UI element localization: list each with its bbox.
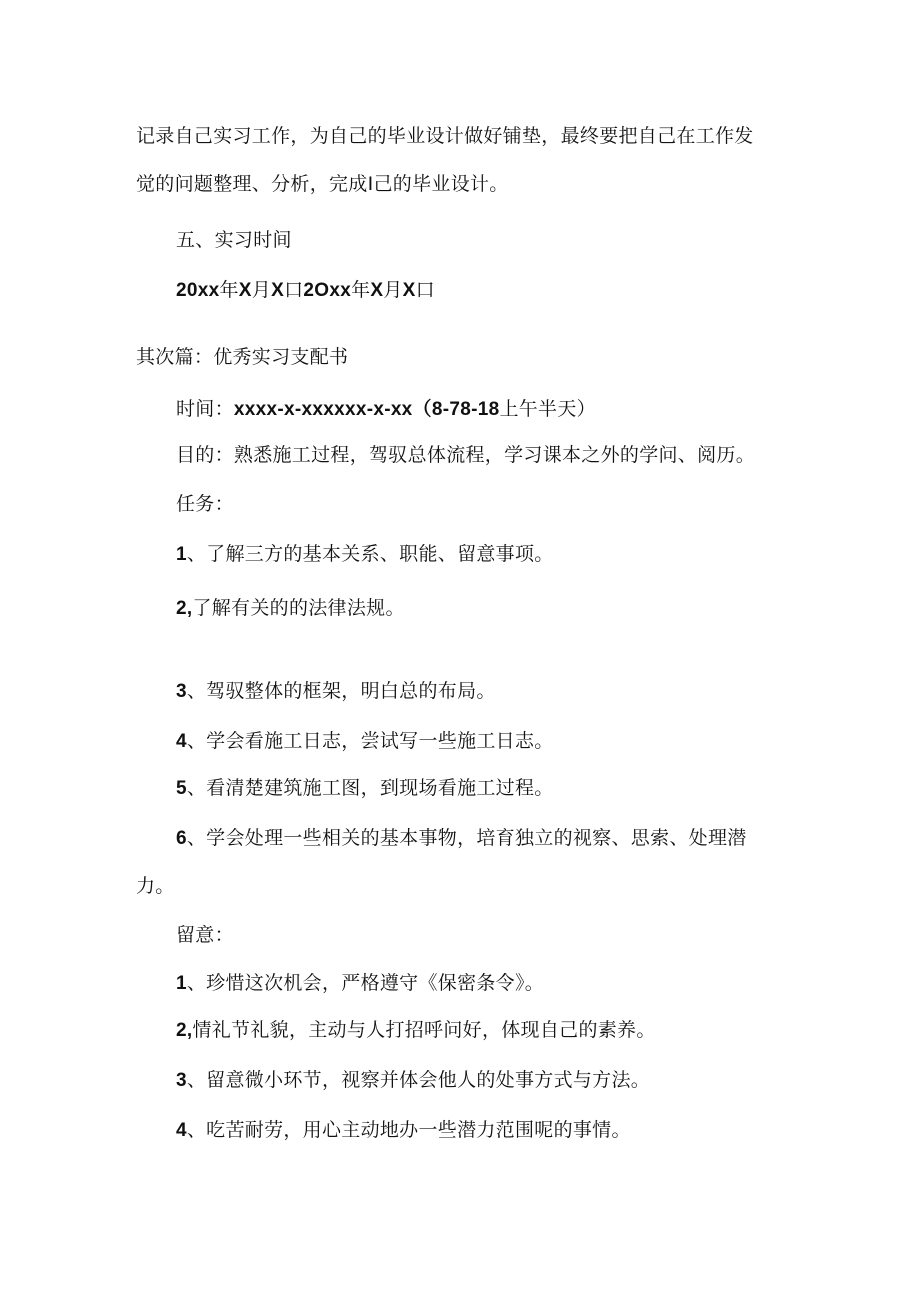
- notes-heading: 留意：: [176, 924, 234, 946]
- chapter-title: 其次篇：优秀实习支配书: [136, 346, 349, 368]
- task-item: 1、了解三方的基本关系、职能、留意事项。: [176, 543, 554, 565]
- task-item: 5、看清楚建筑施工图，到现场看施工过程。: [176, 777, 554, 799]
- note-item: 2,情礼节礼貌，主动与人打招呼问好，体现自己的素养。: [176, 1019, 656, 1041]
- intro-paragraph-line-2: 觉的问题整理、分析，完成Ⅰ己的毕业设计。: [136, 173, 509, 195]
- task-item: 2,了解有关的的法律法规。: [176, 597, 405, 619]
- internship-time-range: 20xx年X月X口2Oxx年X月X口: [176, 279, 435, 301]
- tasks-heading: 任务：: [176, 493, 234, 515]
- task-item: 6、学会处理一些相关的基本事物，培育独立的视察、思索、处理潜: [176, 827, 747, 849]
- task-item: 4、学会看施工日志，尝试写一些施工日志。: [176, 730, 554, 752]
- note-item: 3、留意微小环节，视察并体会他人的处事方式与方法。: [176, 1069, 651, 1091]
- section-heading-internship-time: 五、实习时间: [176, 229, 292, 251]
- purpose-line: 目的：熟悉施工过程，驾驭总体流程，学习课本之外的学问、阅历。: [176, 444, 756, 466]
- intro-paragraph-line-1: 记录自己实习工作，为自己的毕业设计做好铺垫，最终要把自己在工作发: [136, 125, 754, 147]
- task-item-continuation: 力。: [136, 875, 175, 897]
- note-item: 4、吃苦耐劳，用心主动地办一些潜力范围呢的事情。: [176, 1119, 631, 1141]
- schedule-time-line: 时间：xxxx-x-xxxxxx-x-xx（8-78-18上午半天）: [176, 398, 596, 420]
- task-item: 3、驾驭整体的框架，明白总的布局。: [176, 680, 496, 702]
- note-item: 1、珍惜这次机会，严格遵守《保密条令》。: [176, 972, 545, 994]
